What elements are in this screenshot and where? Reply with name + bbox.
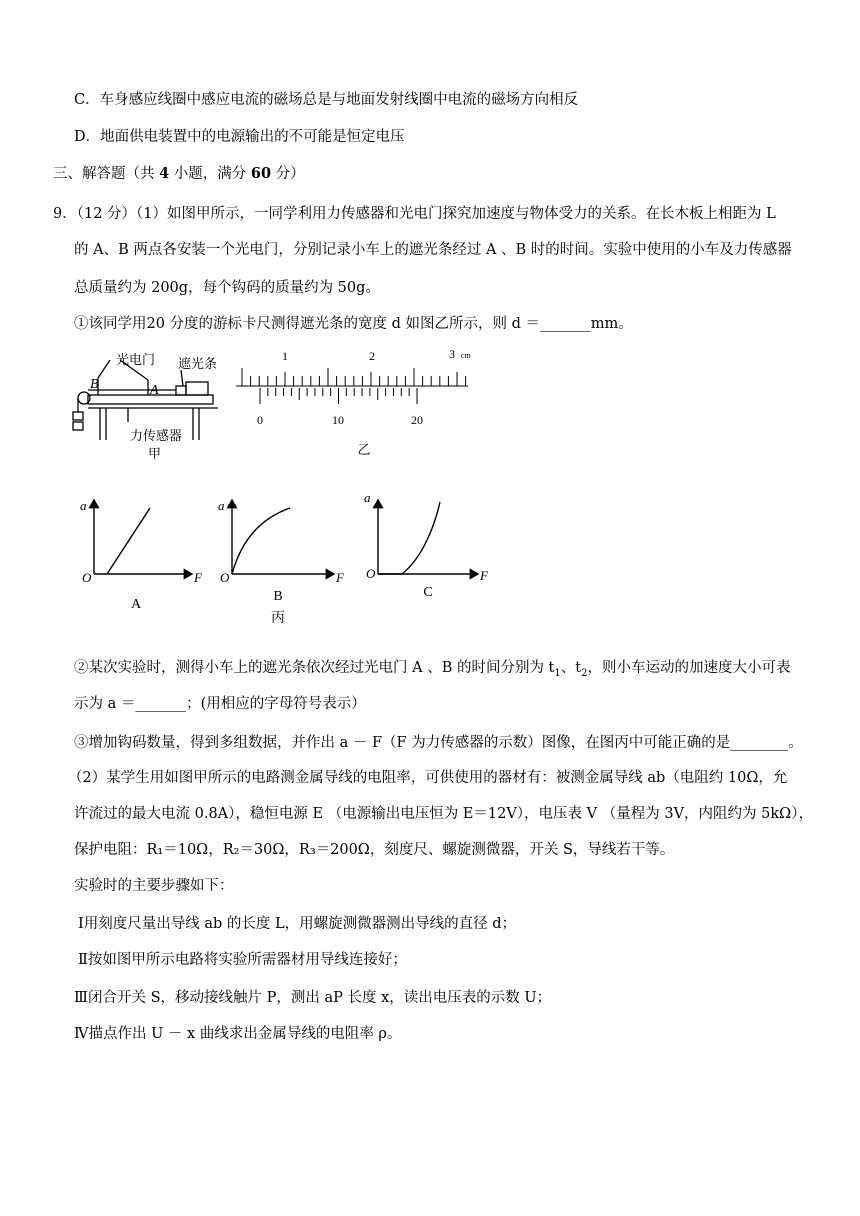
graph-a-origin: O: [82, 570, 92, 585]
graph-b-axis-x: F: [336, 570, 344, 585]
graph-c-axis-x: F: [480, 568, 488, 583]
step-4: Ⅳ描点作出 U － x 曲线求出金属导线的电阻率 ρ。: [74, 1026, 402, 1042]
yi-main-tick-1: 1: [282, 349, 288, 363]
graph-a-label: A: [130, 597, 142, 612]
jia-gate-label: 光电门: [116, 352, 156, 367]
graph-c-curve: [378, 502, 440, 574]
q9-sub2-line1: ②某次实验时，测得小车上的遮光条依次经过光电门 A 、B 的时间分别为 $t_1$、$t_2$，则小车运动的加速度大小可表: [74, 660, 791, 679]
figure-yi: [228, 348, 478, 458]
jia-a-label: A: [150, 383, 159, 398]
part2-line4: 实验时的主要步骤如下：: [74, 878, 234, 894]
section-heading: 三、解答题（共 4 小题，满分 60 分）: [53, 165, 305, 182]
graph-a-axis-y: a: [80, 498, 87, 513]
part2-line1: （2）某学生用如图甲所示的电路测金属导线的电阻率，可供使用的器材有：被测金属导线 ab（电阻约 10Ω，允: [68, 770, 788, 786]
jia-b-label: B: [90, 377, 99, 392]
q9-sub3: ③增加钩码数量，得到多组数据，并作出 a － F（F 为力传感器的示数）图像，在图丙中可能正确的是________。: [74, 735, 803, 751]
option-c: C．车身感应线圈中感应电流的磁场总是与地面发射线圈中电流的磁场方向相反: [74, 92, 579, 108]
yi-vernier-tick-20: 20: [411, 413, 423, 427]
bing-caption: 丙: [271, 611, 285, 626]
graph-b-label: B: [273, 589, 283, 604]
jia-strip-label: 遮光条: [178, 356, 218, 371]
q9-sub1: ①该同学用20 分度的游标卡尺测得遮光条的宽度 d 如图乙所示，则 d ＝_______mm。: [74, 316, 633, 332]
q9-line3: 总质量约为 200g，每个钩码的质量约为 50g。: [74, 280, 380, 296]
q9-line1: 9．（12 分）（1）如图甲所示，一同学利用力传感器和光电门探究加速度与物体受力的关系。在长木板上相距为 L: [53, 206, 776, 222]
q9-sub2-line2: 示为 a ＝_______；(用相应的字母符号表示）: [74, 696, 366, 712]
jia-sensor-label: 力传感器: [130, 428, 183, 443]
q9-line2: 的 A、B 两点各安装一个光电门，分别记录小车上的遮光条经过 A 、B 时的时间。实验中使用的小车及力传感器: [74, 242, 792, 258]
step-3: Ⅲ闭合开关 S，移动接线触片 P，测出 aP 长度 x，读出电压表的示数 U；: [74, 990, 552, 1006]
yi-vernier-tick-0: 0: [257, 413, 263, 427]
option-d: D．地面供电装置中的电源输出的不可能是恒定电压: [74, 129, 405, 145]
graph-b-curve: [232, 508, 290, 574]
graph-c-axis-y: a: [364, 490, 371, 505]
graph-a-line: [107, 508, 150, 574]
jia-caption: 甲: [148, 446, 162, 460]
yi-vernier-tick-10: 10: [332, 413, 344, 427]
step-2: Ⅱ按如图甲所示电路将实验所需器材用导线连接好；: [78, 952, 407, 968]
graph-c-origin: O: [366, 566, 376, 581]
yi-main-tick-2: 2: [369, 349, 375, 363]
figure-jia: [68, 350, 228, 460]
graph-b-axis-y: a: [218, 498, 225, 513]
part2-line3: 保护电阻：R₁＝10Ω，R₂＝30Ω，R₃＝200Ω，刻度尺、螺旋测微器，开关 S，导线若干等。: [74, 842, 675, 858]
yi-main-tick-3: 3: [449, 348, 455, 361]
yi-caption: 乙: [357, 442, 371, 457]
graph-a-axis-x: F: [194, 570, 202, 585]
yi-unit: cm: [461, 351, 471, 360]
part2-line2: 许流过的最大电流 0.8A），稳恒电源 E （电源输出电压恒为 E＝12V），电压表 V （量程为 3V，内阻约为 5kΩ），: [74, 806, 813, 822]
step-1: Ⅰ用刻度尺量出导线 ab 的长度 L，用螺旋测微器测出导线的直径 d；: [78, 916, 516, 932]
graph-b-origin: O: [220, 570, 230, 585]
graph-c-label: C: [423, 585, 433, 600]
figure-bing: [72, 488, 512, 638]
